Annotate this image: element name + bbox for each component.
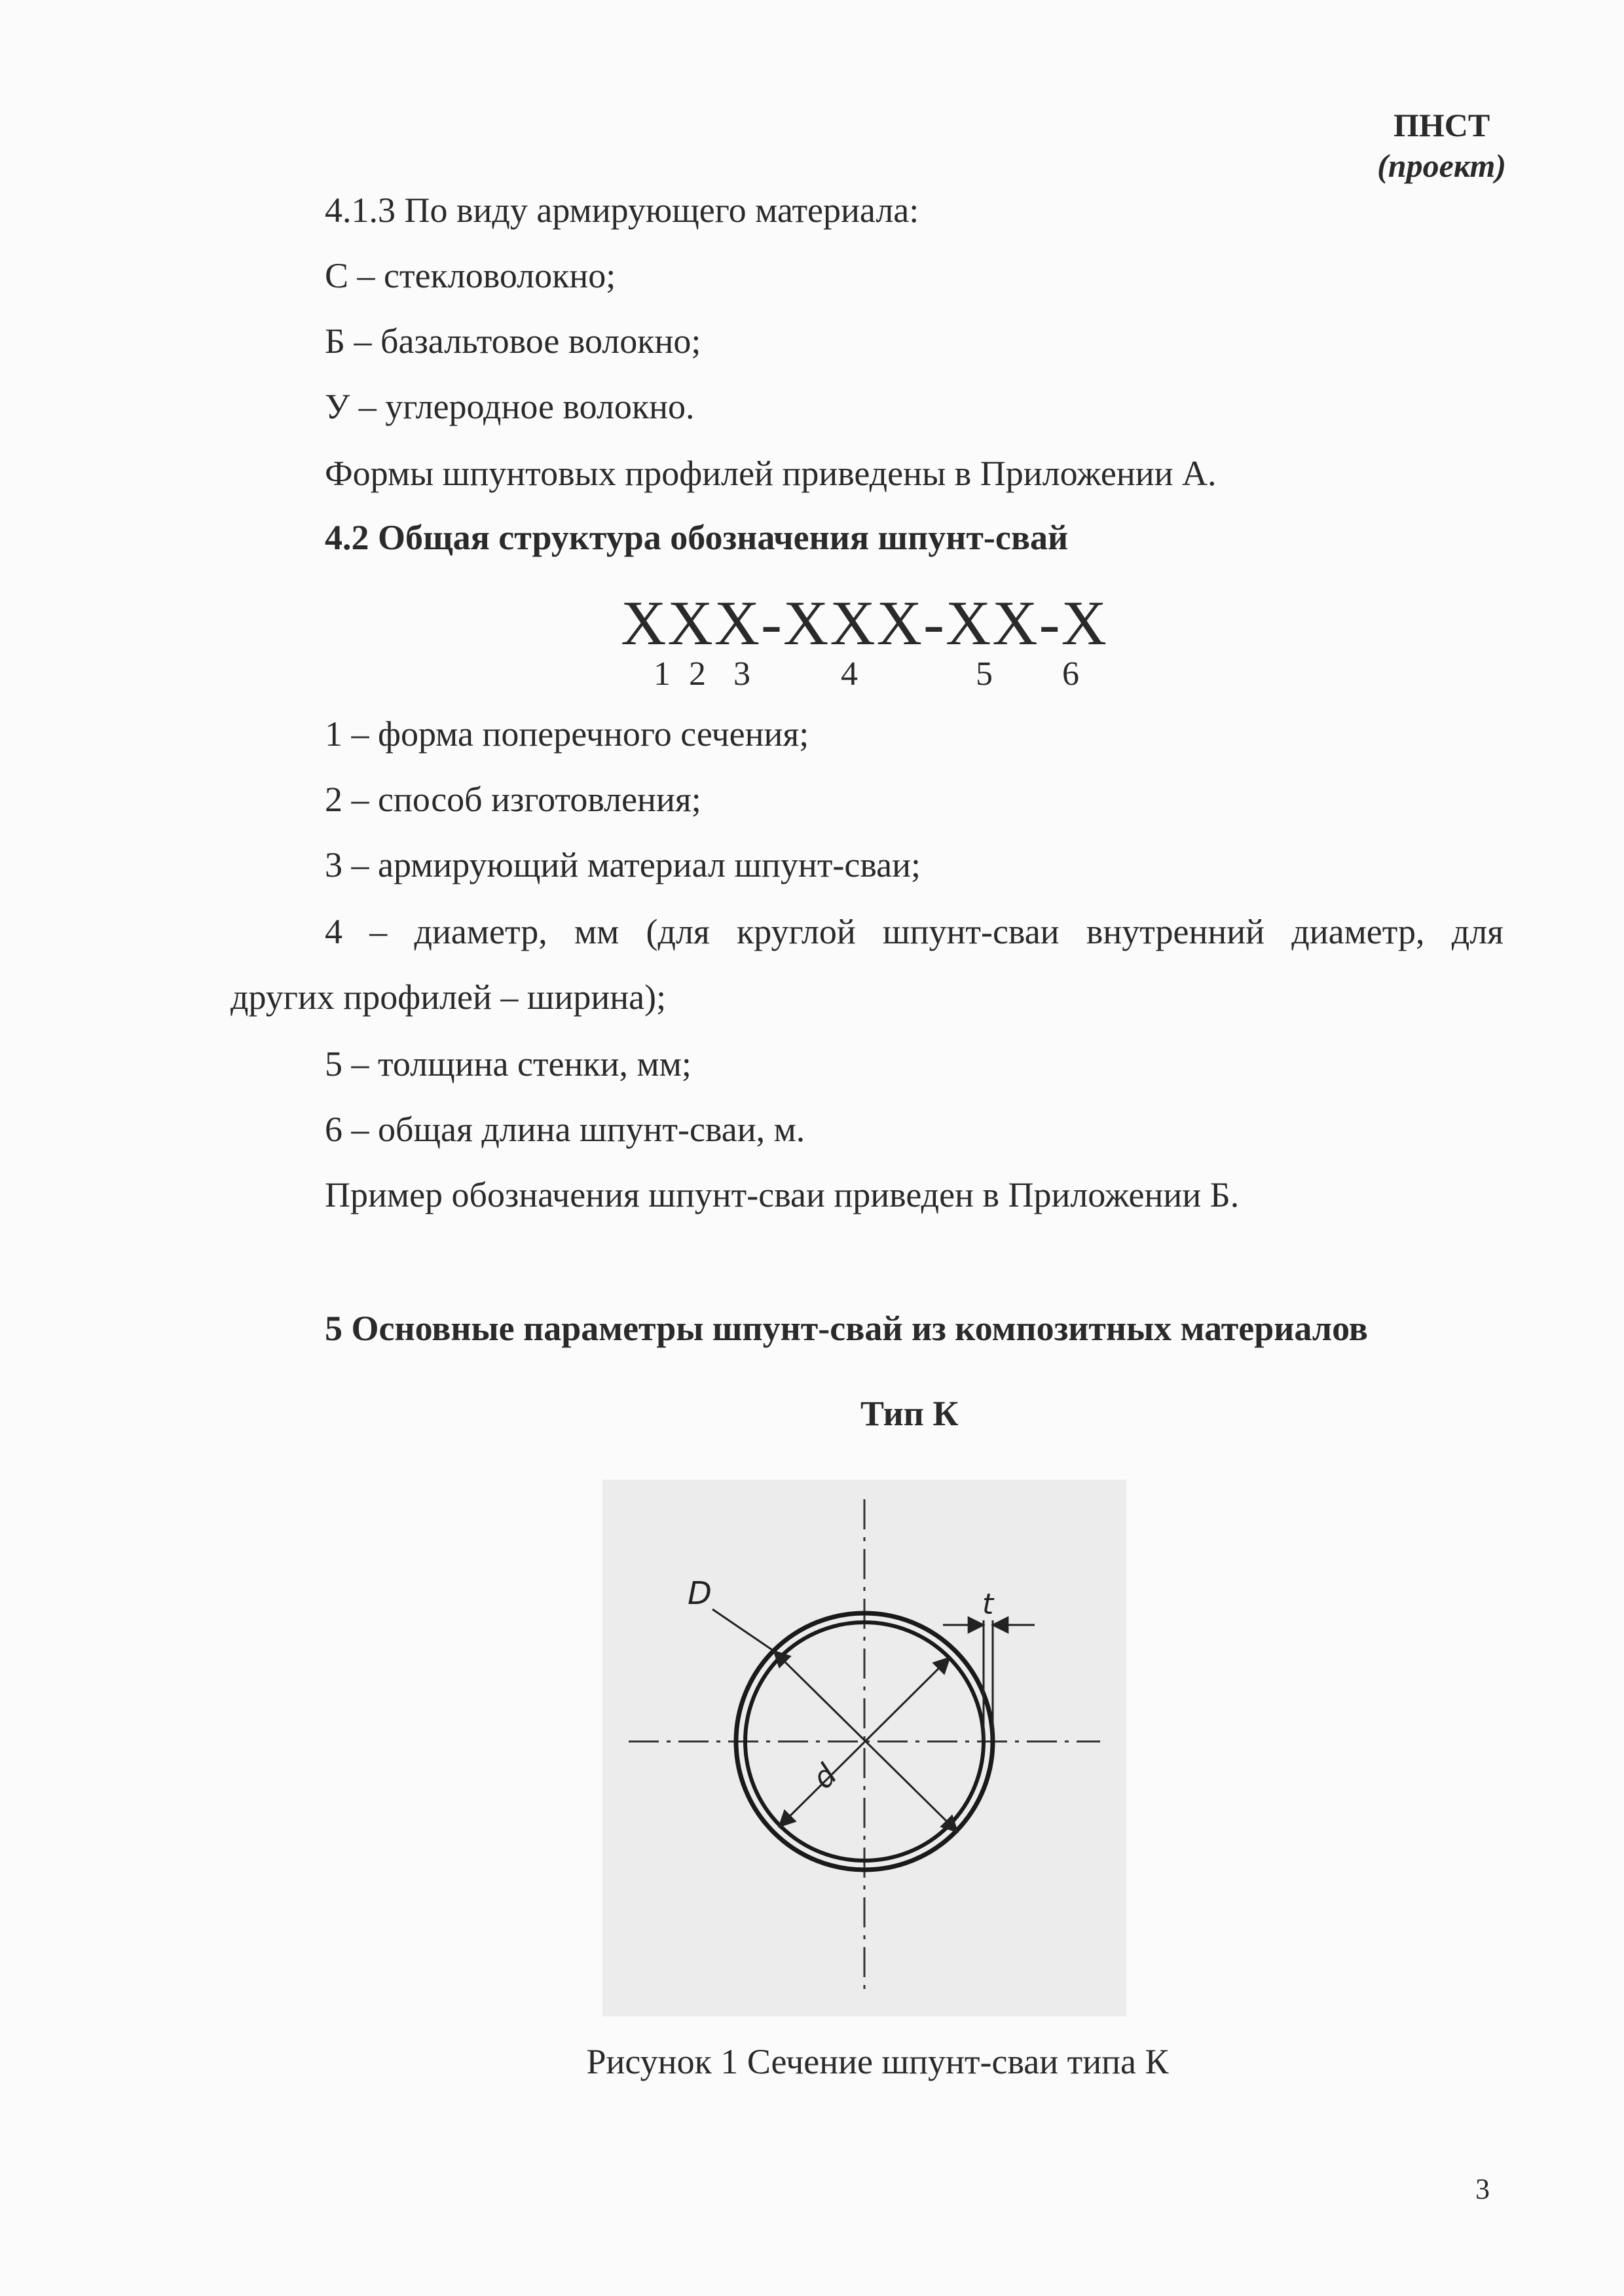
digit-4: 4: [841, 655, 858, 693]
material-b: Б – базальтовое волокно;: [325, 321, 701, 361]
cross-section-figure: [602, 1480, 1126, 2016]
digit-1: 1: [654, 655, 671, 693]
digit-2: 2: [689, 655, 706, 693]
type-k-heading: Тип К: [860, 1394, 959, 1433]
section-4-1-3: 4.1.3 По виду армирующего материала:: [325, 191, 919, 230]
project-status: (проект): [1377, 147, 1506, 184]
item-2: 2 – способ изготовления;: [325, 780, 701, 819]
digit-3: 3: [733, 655, 750, 693]
item-4-line-2: других профилей – ширина);: [231, 977, 667, 1017]
outer-diameter-leader: [712, 1609, 774, 1651]
designation-example-note: Пример обозначения шпунт-сваи приведен в Приложении Б.: [325, 1175, 1240, 1214]
thickness-label: t: [982, 1588, 994, 1621]
section-5-heading: 5 Основные параметры шпунт-свай из композитных материалов: [325, 1309, 1368, 1348]
header-stamp: [1377, 105, 1506, 186]
material-c: С – стекловолокно;: [325, 256, 616, 295]
figure-caption: Рисунок 1 Сечение шпунт-сваи типа К: [586, 2042, 1169, 2081]
item-6: 6 – общая длина шпунт-сваи, м.: [325, 1110, 805, 1149]
outer-diameter-label: D: [688, 1575, 712, 1612]
digit-5: 5: [976, 655, 993, 693]
cross-section-drawing: [602, 1480, 1126, 2016]
item-3: 3 – армирующий материал шпунт-сваи;: [325, 845, 921, 884]
inner-diameter-label: d: [805, 1757, 844, 1796]
standard-code: ПНСТ: [1393, 107, 1490, 143]
digit-6: 6: [1062, 655, 1079, 693]
page-number: 3: [1475, 2173, 1490, 2205]
item-1: 1 – форма поперечного сечения;: [325, 714, 809, 754]
item-5: 5 – толщина стенки, мм;: [325, 1044, 692, 1084]
profiles-note: Формы шпунтовых профилей приведены в Приложении А.: [325, 454, 1217, 493]
item-4-line-1: 4 – диаметр, мм (для круглой шпунт-сваи внутренний диаметр, для: [325, 912, 1504, 951]
designation-pattern: XXX-XXX-XX-X: [621, 588, 1108, 658]
section-4-2-heading: 4.2 Общая структура обозначения шпунт-свай: [325, 518, 1069, 557]
material-u: У – углеродное волокно.: [325, 387, 695, 426]
